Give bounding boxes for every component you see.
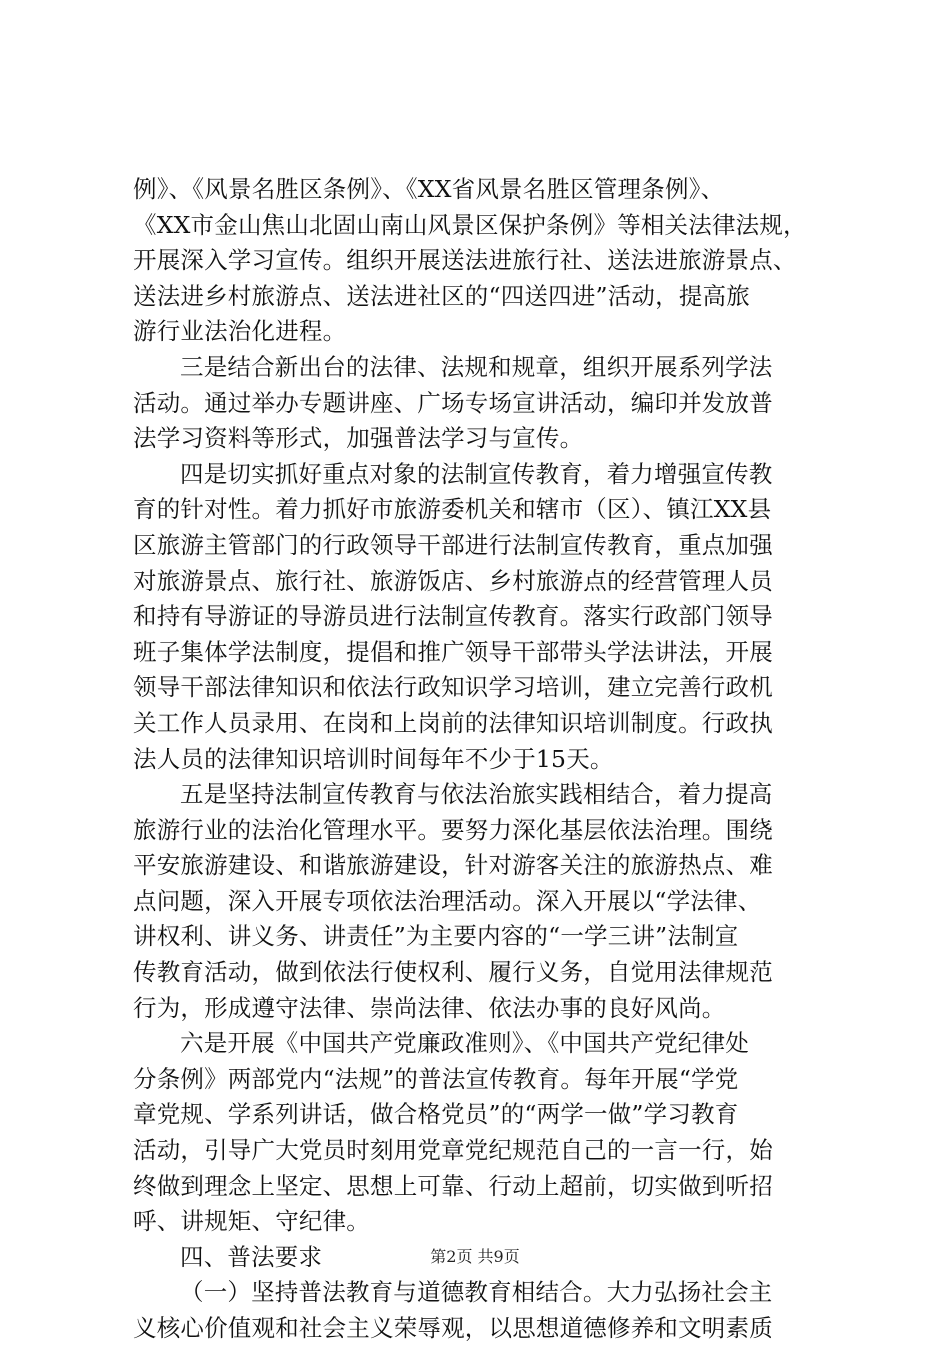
text-line: 讲权利、讲义务、讲责任”为主要内容的“一学三讲”法制宣	[133, 922, 739, 951]
text-line: 活动。通过举办专题讲座、广场专场宣讲活动，编印并发放普	[133, 388, 773, 417]
text-line: 传教育活动，做到依法行使权利、履行义务，自觉用法律规范	[133, 958, 773, 987]
text-line: 游行业法治化进程。	[133, 317, 347, 346]
text-line: 开展深入学习宣传。组织开展送法进旅行社、送法进旅游景点、	[133, 246, 797, 275]
text-line: 平安旅游建设、和谐旅游建设，针对游客关注的旅游热点、难	[133, 851, 773, 880]
text-line: 行为，形成遵守法律、崇尚法律、依法办事的良好风尚。	[133, 993, 726, 1022]
text-line: 点问题，深入开展专项依法治理活动。深入开展以“学法律、	[133, 886, 762, 915]
text-line: 旅游行业的法治化管理水平。要努力深化基层依法治理。围绕	[133, 815, 773, 844]
body-text	[133, 172, 833, 1347]
text-line: 例》、《风景名胜区条例》、《XX省风景名胜区管理条例》、	[133, 175, 725, 203]
text-line: 育的针对性。着力抓好市旅游委机关和辖市（区）、镇江XX县	[133, 495, 772, 524]
text-line: 终做到理念上坚定、思想上可靠、行动上超前，切实做到听招	[133, 1171, 773, 1200]
text-line: 《XX市金山焦山北固山南山风景区保护条例》等相关法律法规，	[133, 210, 807, 239]
page-number-footer: 第2页 共9页	[430, 1247, 520, 1266]
paragraph-first-line: 五是坚持法制宣传教育与依法治旅实践相结合，着力提高	[180, 780, 773, 809]
paragraph-first-line: 六是开展《中国共产党廉政准则》、《中国共产党纪律处	[180, 1029, 749, 1058]
paragraph-first-line: 三是结合新出台的法律、法规和规章，组织开展系列学法	[180, 352, 773, 381]
text-line: 对旅游景点、旅行社、旅游饭店、乡村旅游点的经营管理人员	[133, 566, 773, 595]
paragraph-first-line: （一）坚持普法教育与道德教育相结合。大力弘扬社会主	[180, 1278, 773, 1307]
text-line: 分条例》两部党内“法规”的普法宣传教育。每年开展“学党	[133, 1064, 739, 1093]
text-line: 呼、讲规矩、守纪律。	[133, 1207, 370, 1236]
text-line: 区旅游主管部门的行政领导干部进行法制宣传教育，重点加强	[133, 530, 773, 559]
text-line: 章党规、学系列讲话，做合格党员”的“两学一做”学习教育	[133, 1100, 739, 1129]
text-line: 关工作人员录用、在岗和上岗前的法律知识培训制度。行政执	[133, 708, 773, 737]
text-line: 和持有导游证的导游员进行法制宣传教育。落实行政部门领导	[133, 602, 773, 631]
text-line: 班子集体学法制度，提倡和推广领导干部带头学法讲法，开展	[133, 637, 773, 666]
text-line: 义核心价值观和社会主义荣辱观，以思想道德修养和文明素质	[133, 1314, 773, 1342]
text-line: 送法进乡村旅游点、送法进社区的“四送四进”活动，提高旅	[133, 281, 750, 310]
paragraph-first-line: 四是切实抓好重点对象的法制宣传教育，着力增强宣传教	[180, 459, 773, 488]
text-line: 领导干部法律知识和依法行政知识学习培训，建立完善行政机	[133, 673, 773, 702]
text-line: 活动，引导广大党员时刻用党章党纪规范自己的一言一行，始	[133, 1136, 773, 1165]
text-line: 法学习资料等形式，加强普法学习与宣传。	[133, 424, 584, 453]
text-line: 法人员的法律知识培训时间每年不少于15天。	[133, 744, 614, 773]
section-heading: 四、普法要求	[180, 1242, 323, 1271]
